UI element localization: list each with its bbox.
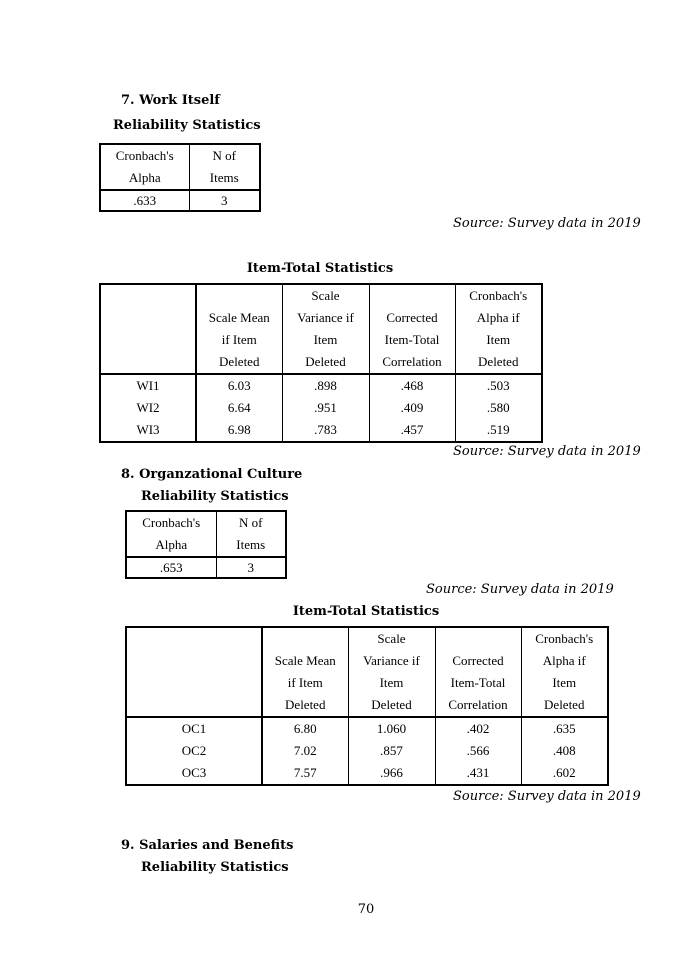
scale-variance-cell: .966 (348, 762, 435, 785)
correlation-cell: .457 (369, 419, 455, 442)
header-cronbach-alpha: Cronbach's Alpha (126, 511, 216, 557)
section-7-item-total-title: Item-Total Statistics (246, 261, 394, 276)
scale-mean-cell: 6.03 (196, 374, 282, 397)
row-label: WI3 (100, 419, 196, 442)
table-row (126, 557, 286, 578)
header-corrected-correlation: Corrected Item-Total Correlation (435, 627, 521, 717)
row-label: OC2 (126, 740, 262, 762)
cronbach-alpha-value: .653 (126, 557, 216, 578)
section-8-item-total-source: Source: Survey data in 2019 (453, 789, 641, 804)
row-label: OC1 (126, 717, 262, 740)
scale-variance-cell: .898 (282, 374, 369, 397)
scale-variance-cell: .951 (282, 397, 369, 419)
correlation-cell: .566 (435, 740, 521, 762)
section-8-reliability-source: Source: Survey data in 2019 (426, 582, 614, 597)
table-header-row (100, 144, 260, 190)
scale-mean-cell: 7.02 (262, 740, 348, 762)
section-7-item-total-table (99, 283, 543, 443)
table-row (100, 419, 542, 442)
section-8-reliability-title: Reliability Statistics (141, 489, 289, 504)
header-alpha-if-deleted: Cronbach's Alpha if Item Deleted (535, 631, 594, 712)
alpha-deleted-cell: .503 (455, 374, 542, 397)
table-row (126, 740, 608, 762)
table-header-row (126, 627, 608, 717)
alpha-deleted-cell: .519 (486, 422, 510, 437)
page-number: 70 (357, 902, 375, 917)
section-7-reliability-table (99, 143, 261, 212)
scale-mean-cell: 6.64 (196, 397, 282, 419)
header-item (100, 284, 196, 374)
table-header-row (100, 284, 542, 374)
row-label: OC3 (126, 762, 262, 785)
row-label: WI2 (100, 397, 196, 419)
section-7-reliability-title: Reliability Statistics (113, 118, 261, 133)
section-9-heading: 9. Salaries and Benefits (121, 838, 294, 853)
scale-variance-cell: .857 (348, 740, 435, 762)
correlation-cell: .402 (435, 717, 521, 740)
scale-mean-cell: 6.80 (262, 717, 348, 740)
header-cronbach-alpha: Cronbach's Alpha (100, 144, 189, 190)
alpha-deleted-cell: .602 (552, 765, 576, 780)
section-7-item-total-source: Source: Survey data in 2019 (453, 444, 641, 459)
n-of-items-value: 3 (189, 190, 260, 211)
n-of-items-value: 3 (216, 557, 286, 578)
header-n-of-items: N of Items (236, 515, 266, 552)
section-8-heading: 8. Organzational Culture (121, 467, 303, 482)
section-8-reliability-table (125, 510, 287, 579)
alpha-deleted-cell: .408 (552, 743, 576, 758)
header-n-of-items: N of Items (209, 148, 239, 185)
correlation-cell: .468 (369, 374, 455, 397)
section-8-item-total-title: Item-Total Statistics (292, 604, 440, 619)
header-scale-variance: Scale Variance if Item Deleted (348, 627, 435, 717)
section-7-reliability-source: Source: Survey data in 2019 (453, 216, 641, 231)
table-row (100, 190, 260, 211)
section-9-reliability-title: Reliability Statistics (141, 860, 289, 875)
table-row (126, 717, 608, 740)
correlation-cell: .431 (435, 762, 521, 785)
scale-mean-cell: 6.98 (196, 419, 282, 442)
section-7-heading: 7. Work Itself (121, 93, 220, 108)
header-scale-mean: Scale Mean if Item Deleted (196, 284, 282, 374)
section-8-item-total-table (125, 626, 609, 786)
table-row (100, 397, 542, 419)
table-row (100, 374, 542, 397)
header-corrected-correlation: Corrected Item-Total Correlation (369, 284, 455, 374)
alpha-deleted-cell: .580 (486, 400, 510, 415)
scale-variance-cell: 1.060 (348, 717, 435, 740)
cronbach-alpha-value: .633 (100, 190, 189, 211)
header-alpha-if-deleted: Cronbach's Alpha if Item Deleted (469, 288, 528, 369)
correlation-cell: .409 (369, 397, 455, 419)
table-row (126, 762, 608, 785)
scale-variance-cell: .783 (282, 419, 369, 442)
header-item (126, 627, 262, 717)
row-label: WI1 (100, 374, 196, 397)
header-scale-variance: Scale Variance if Item Deleted (282, 284, 369, 374)
table-header-row (126, 511, 286, 557)
scale-mean-cell: 7.57 (262, 762, 348, 785)
header-scale-mean: Scale Mean if Item Deleted (262, 627, 348, 717)
alpha-deleted-cell: .635 (521, 717, 608, 740)
